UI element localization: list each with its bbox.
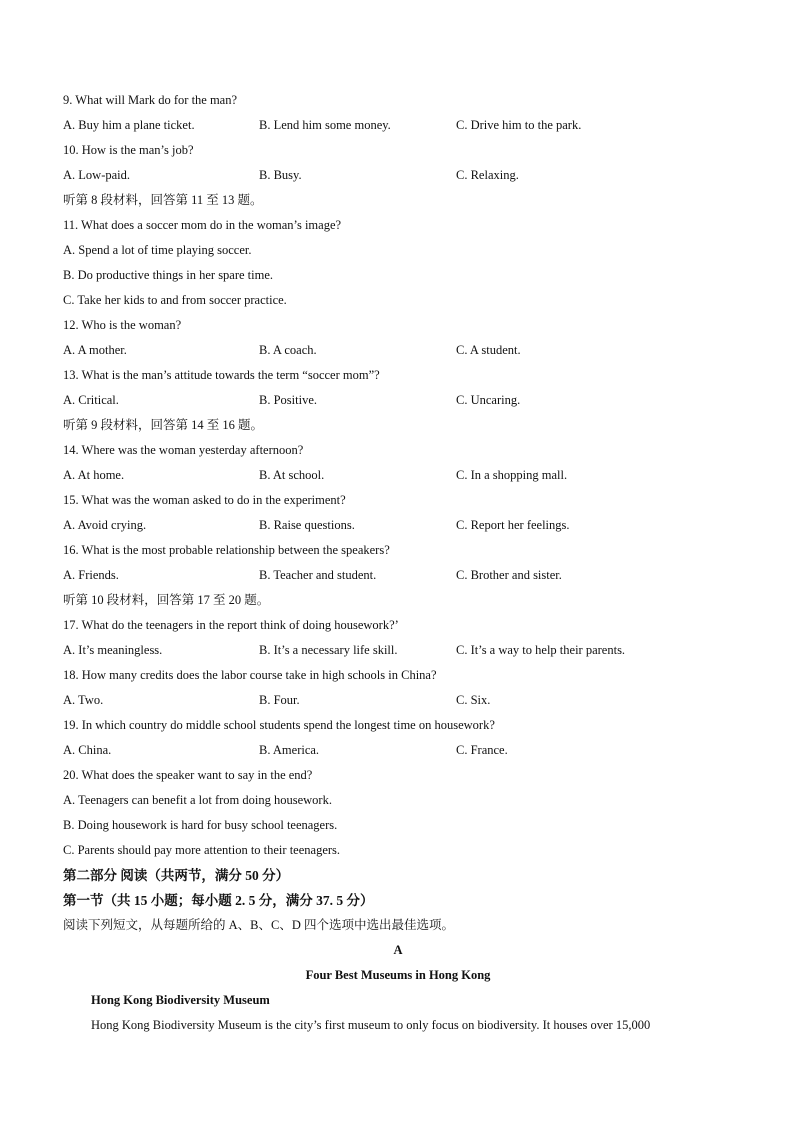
section-instruction: 听第 8 段材料，回答第 11 至 13 题。 [63, 193, 263, 207]
question-text: 18. How many credits does the labor course take in high schools in China? [63, 668, 437, 682]
option-c: C. Drive him to the park. [456, 118, 582, 132]
passage-title: A [393, 943, 403, 957]
option-a: A. Buy him a plane ticket. [63, 118, 195, 132]
option-c: C. In a shopping mall. [456, 468, 568, 482]
option-a: A. A mother. [63, 343, 127, 357]
option-b: B. Four. [259, 693, 300, 707]
answer-options-row [63, 638, 733, 663]
question-text: 20. What does the speaker want to say in the end? [63, 768, 313, 782]
section-instruction: 阅读下列短文，从每题所给的 A、B、C、D 四个选项中选出最佳选项。 [63, 918, 454, 932]
question-text: 11. What does a soccer mom do in the woman’s image? [63, 218, 342, 232]
option-c: C. Six. [456, 693, 491, 707]
option-b: B. At school. [259, 468, 325, 482]
option-b: B. Lend him some money. [259, 118, 391, 132]
option-b: B. Busy. [259, 168, 302, 182]
question-text: B. Doing housework is hard for busy school teenagers. [63, 818, 338, 832]
option-c: C. It’s a way to help their parents. [456, 643, 626, 657]
option-a: A. Critical. [63, 393, 119, 407]
section-instruction: 听第 10 段材料，回答第 17 至 20 题。 [63, 593, 270, 607]
answer-options-row [63, 738, 733, 763]
option-c: C. A student. [456, 343, 521, 357]
part-heading: 第二部分 阅读（共两节，满分 50 分） [63, 868, 290, 883]
passage-title: Four Best Museums in Hong Kong [305, 968, 491, 982]
question-text: 14. Where was the woman yesterday afternoon? [63, 443, 304, 457]
option-a: A. Friends. [63, 568, 119, 582]
question-text: A. Teenagers can benefit a lot from doing housework. [63, 793, 332, 807]
option-c: C. France. [456, 743, 508, 757]
question-text: C. Take her kids to and from soccer practice. [63, 293, 287, 307]
question-text: A. Spend a lot of time playing soccer. [63, 243, 252, 257]
answer-options-row [63, 563, 733, 588]
answer-options-row [63, 163, 733, 188]
option-c: C. Report her feelings. [456, 518, 570, 532]
option-b: B. It’s a necessary life skill. [259, 643, 398, 657]
question-text: 12. Who is the woman? [63, 318, 182, 332]
question-text: 13. What is the man’s attitude towards the term “soccer mom”? [63, 368, 380, 382]
option-c: C. Uncaring. [456, 393, 521, 407]
question-text: 15. What was the woman asked to do in the experiment? [63, 493, 346, 507]
option-c: C. Brother and sister. [456, 568, 562, 582]
question-text: B. Do productive things in her spare time. [63, 268, 274, 282]
option-b: B. Teacher and student. [259, 568, 377, 582]
option-a: A. Two. [63, 693, 104, 707]
answer-options-row [63, 113, 733, 138]
question-text: 19. In which country do middle school students spend the longest time on housework? [63, 718, 495, 732]
answer-options-row [63, 688, 733, 713]
option-a: A. At home. [63, 468, 125, 482]
answer-options-row [63, 338, 733, 363]
question-text: 10. How is the man’s job? [63, 143, 194, 157]
option-a: A. Avoid crying. [63, 518, 147, 532]
question-text: 9. What will Mark do for the man? [63, 93, 238, 107]
option-a: A. China. [63, 743, 112, 757]
paragraph-text: Hong Kong Biodiversity Museum is the city’s first museum to only focus on biodiversity. It houses over 15,000 [91, 1018, 651, 1032]
option-c: C. Relaxing. [456, 168, 519, 182]
answer-options-row [63, 463, 733, 488]
question-text: 16. What is the most probable relationship between the speakers? [63, 543, 390, 557]
museum-heading: Hong Kong Biodiversity Museum [91, 993, 270, 1007]
option-b: B. America. [259, 743, 320, 757]
question-text: 17. What do the teenagers in the report think of doing housework?’ [63, 618, 399, 632]
answer-options-row [63, 388, 733, 413]
answer-options-row [63, 513, 733, 538]
option-b: B. A coach. [259, 343, 317, 357]
option-b: B. Raise questions. [259, 518, 355, 532]
question-text: C. Parents should pay more attention to their teenagers. [63, 843, 341, 857]
option-a: A. Low-paid. [63, 168, 130, 182]
exam-page [63, 88, 733, 1038]
option-a: A. It’s meaningless. [63, 643, 163, 657]
part-heading: 第一节（共 15 小题；每小题 2. 5 分，满分 37. 5 分） [63, 893, 374, 908]
option-b: B. Positive. [259, 393, 317, 407]
section-instruction: 听第 9 段材料，回答第 14 至 16 题。 [63, 418, 264, 432]
